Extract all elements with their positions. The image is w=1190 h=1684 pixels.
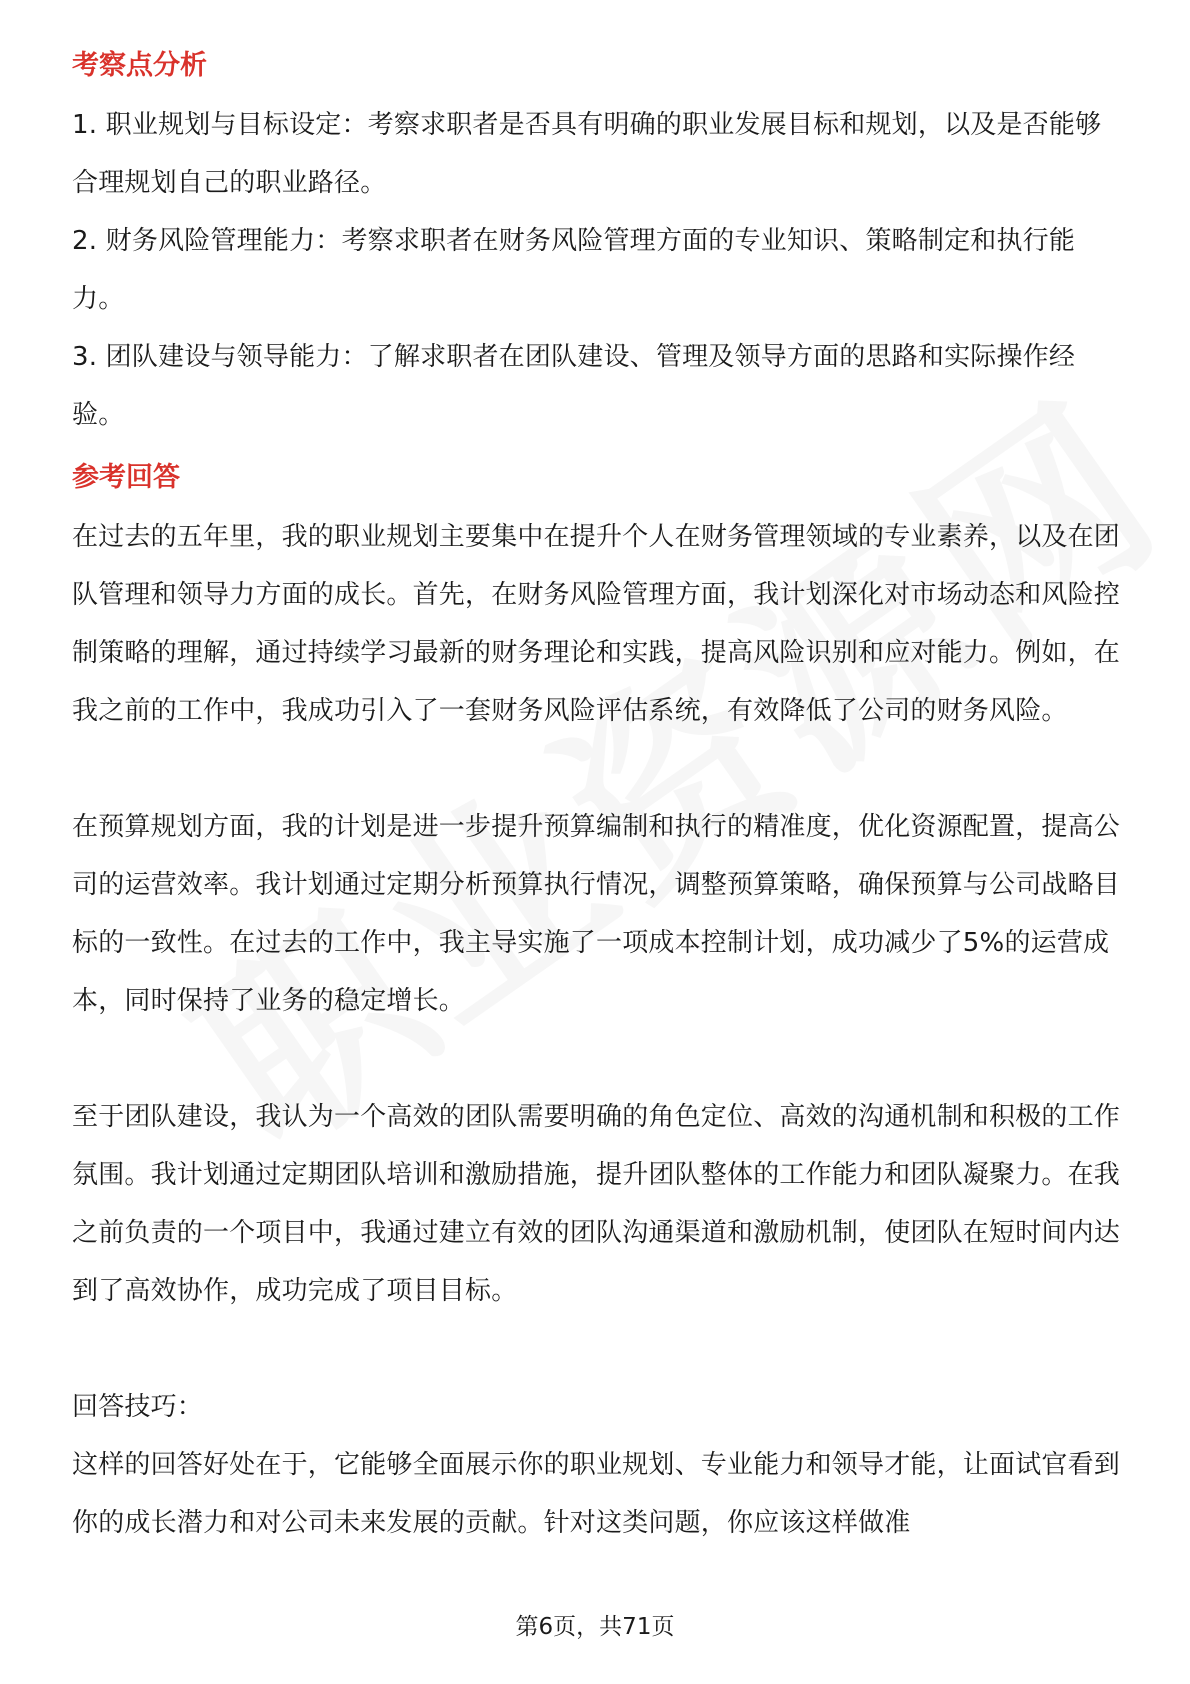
analysis-item-3: 3. 团队建设与领导能力：了解求职者在团队建设、管理及领导方面的思路和实际操作经验。 <box>72 342 1076 430</box>
answer-paragraph-2: 在预算规划方面，我的计划是进一步提升预算编制和执行的精准度，优化资源配置，提高公司的运营效率。我计划通过定期分析预算执行情况，调整预算策略，确保预算与公司战略目标的一致性。在过去的工作中，我主导实施了一项成本控制计划，成功减少了5%的运营成本，同时保持了业务的稳定增长。 <box>72 812 1121 1016</box>
page-number: 第6页，共71页 <box>515 1614 675 1640</box>
tips-label: 回答技巧： <box>72 1392 204 1422</box>
section-heading-analysis: 考察点分析 <box>72 50 207 81</box>
paragraph-spacer <box>72 1320 1120 1378</box>
paragraph-spacer <box>72 1030 1120 1088</box>
section-heading-reference-answer: 参考回答 <box>72 462 180 493</box>
tips-text: 这样的回答好处在于，它能够全面展示你的职业规划、专业能力和领导才能，让面试官看到你的成长潜力和对公司未来发展的贡献。针对这类问题，你应该这样做准 <box>72 1450 1121 1538</box>
answer-paragraph-1: 在过去的五年里，我的职业规划主要集中在提升个人在财务管理领域的专业素养，以及在团队管理和领导力方面的成长。首先，在财务风险管理方面，我计划深化对市场动态和风险控制策略的理解，通过持续学习最新的财务理论和实践，提高风险识别和应对能力。例如，在我之前的工作中，我成功引入了一套财务风险评估系统，有效降低了公司的财务风险。 <box>72 522 1121 726</box>
answer-paragraph-3: 至于团队建设，我认为一个高效的团队需要明确的角色定位、高效的沟通机制和积极的工作氛围。我计划通过定期团队培训和激励措施，提升团队整体的工作能力和团队凝聚力。在我之前负责的一个项目中，我通过建立有效的团队沟通渠道和激励机制，使团队在短时间内达到了高效协作，成功完成了项目目标。 <box>72 1102 1121 1306</box>
document-page <box>72 44 1120 1552</box>
analysis-item-1: 1. 职业规划与目标设定：考察求职者是否具有明确的职业发展目标和规划，以及是否能够合理规划自己的职业路径。 <box>72 110 1102 198</box>
paragraph-spacer <box>72 740 1120 798</box>
analysis-item-2: 2. 财务风险管理能力：考察求职者在财务风险管理方面的专业知识、策略制定和执行能力。 <box>72 226 1076 314</box>
